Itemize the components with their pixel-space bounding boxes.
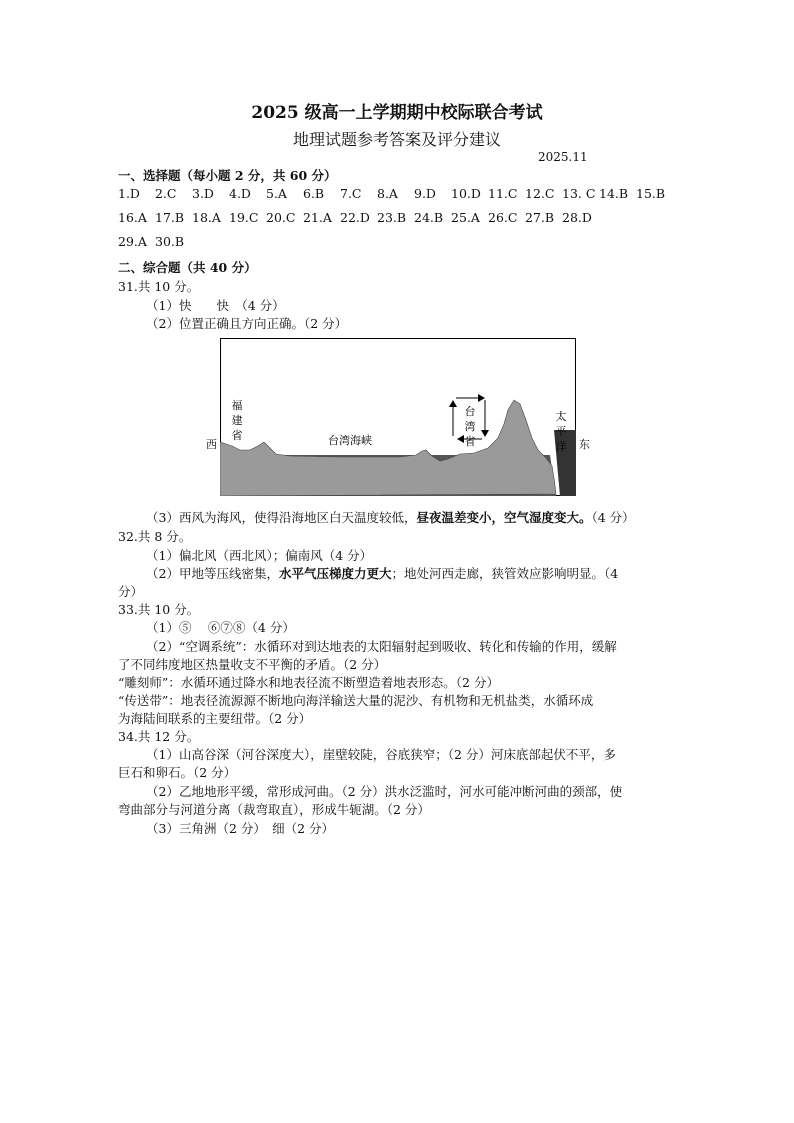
q34-a2-line2: 弯曲部分与河道分离（裁弯取直），形成牛轭湖。（2 分）	[118, 802, 430, 817]
answer-item: 12.C	[525, 186, 555, 201]
answer-item: 11.C	[488, 186, 518, 201]
direction-west: 西	[206, 438, 217, 451]
q31-a3-end: （4 分）	[591, 510, 635, 525]
answer-item: 19.C	[229, 210, 259, 225]
answer-item: 26.C	[488, 210, 518, 225]
q31-head: 31.共 10 分。	[118, 279, 200, 294]
q33-a2-line1: （2）“空调系统”：水循环对到达地表的太阳辐射起到吸收、转化和传输的作用，缓解	[146, 639, 617, 654]
q31-a1: （1）快 快 （4 分）	[146, 298, 285, 313]
answer-item: 7.C	[340, 186, 362, 201]
q31-a3-normal: （3）西风为海风，使得沿海地区白天温度较低，	[146, 510, 417, 525]
exam-subtitle: 地理试题参考答案及评分建议	[292, 130, 501, 149]
exam-date: 2025.11	[538, 150, 588, 164]
answer-item: 4.D	[229, 186, 251, 201]
section1-heading-text: 一、选择题（每小题 2 分，共 60 分）	[118, 168, 337, 183]
fujian-char-2: 建	[231, 414, 243, 427]
pacific-char-2: 平	[555, 425, 567, 438]
strait-label: 台湾海峡	[328, 434, 372, 447]
q34-a1-line2: 巨石和卵石。（2 分）	[118, 765, 237, 780]
q32-a2-end: ；地处河西走廊，狭管效应影响明显。（4	[391, 566, 619, 581]
answer-item: 29.A	[118, 234, 147, 249]
section2-heading: 二、综合题（共 40 分）	[118, 260, 257, 275]
q34-a1-line1: （1）山高谷深（河谷深度大），崖壁较陡，谷底狭窄；（2 分）河床底部起伏不平，多	[146, 747, 616, 762]
q33-a2-line2: 了不同纬度地区热量收支不平衡的矛盾。（2 分）	[118, 657, 387, 672]
pacific-char-1: 太	[555, 410, 567, 423]
answer-item: 14.B	[599, 186, 629, 201]
q32-a1: （1）偏北风（西北风）；偏南风（4 分）	[146, 548, 373, 563]
answer-item: 3.D	[192, 186, 214, 201]
answer-item: 24.B	[414, 210, 444, 225]
answer-item: 27.B	[525, 210, 555, 225]
answer-item: 6.B	[303, 186, 325, 201]
answer-item: 22.D	[340, 210, 370, 225]
q33-a4-line1: “传送带”：地表径流源源不断地向海洋输送大量的泥沙、有机物和无机盐类，水循环成	[118, 693, 594, 708]
q32-a2-bold: 水平气压梯度力更大	[278, 566, 392, 581]
answer-row-3	[118, 234, 192, 249]
q33-a1: （1）⑤ ⑥⑦⑧（4 分）	[146, 620, 295, 635]
q33-a3: “雕刻师”：水循环通过降水和地表径流不断塑造着地表形态。（2 分）	[118, 675, 499, 690]
fujian-char-1: 福	[231, 399, 243, 412]
q32-a2-normal: （2）甲地等压线密集，	[146, 566, 279, 581]
taiwan-char-1: 台	[464, 405, 476, 418]
q34-a3: （3）三角洲（2 分） 细（2 分）	[146, 821, 335, 836]
taiwan-char-3: 省	[464, 435, 476, 448]
answer-item: 15.B	[636, 186, 666, 201]
q32-a2	[146, 564, 618, 582]
fujian-char-3: 省	[231, 429, 243, 442]
exam-title: 2025 级高一上学期期中校际联合考试	[251, 103, 543, 123]
answer-item: 21.A	[303, 210, 332, 225]
pacific-char-3: 洋	[555, 440, 567, 453]
answer-item: 10.D	[451, 186, 481, 201]
q31-a2: （2）位置正确且方向正确。（2 分）	[146, 316, 348, 331]
taiwan-strait-profile-diagram	[220, 338, 576, 496]
q32-head: 32.共 8 分。	[118, 529, 192, 544]
answer-item: 8.A	[377, 186, 398, 201]
answer-item: 2.C	[155, 186, 177, 201]
answer-item: 25.A	[451, 210, 480, 225]
q34-head: 34.共 12 分。	[118, 729, 200, 744]
answer-item: 23.B	[377, 210, 407, 225]
taiwan-char-2: 湾	[464, 420, 476, 433]
direction-east: 东	[579, 438, 590, 451]
answer-row-2	[118, 210, 599, 225]
section1-heading	[118, 166, 337, 184]
answer-item: 1.D	[118, 186, 140, 201]
answer-item: 30.B	[155, 234, 185, 249]
answer-item: 17.B	[155, 210, 185, 225]
answer-item: 28.D	[562, 210, 592, 225]
answer-item: 20.C	[266, 210, 296, 225]
q32-a2-wrap: 分）	[118, 584, 144, 599]
q33-head: 33.共 10 分。	[118, 602, 200, 617]
answer-item: 9.D	[414, 186, 436, 201]
q34-a2-line1: （2）乙地地形平缓，常形成河曲。（2 分）洪水泛滥时，河水可能冲断河曲的颈部，使	[146, 784, 623, 799]
answer-row-1	[118, 186, 673, 201]
q33-a4-line2: 为海陆间联系的主要纽带。（2 分）	[118, 711, 312, 726]
q31-a3	[146, 508, 635, 526]
answer-item: 18.A	[192, 210, 221, 225]
answer-item: 16.A	[118, 210, 147, 225]
answer-item: 5.A	[266, 186, 287, 201]
answer-item: 13. C	[562, 186, 596, 201]
q31-a3-bold: 昼夜温差变小，空气湿度变大。	[416, 510, 592, 525]
